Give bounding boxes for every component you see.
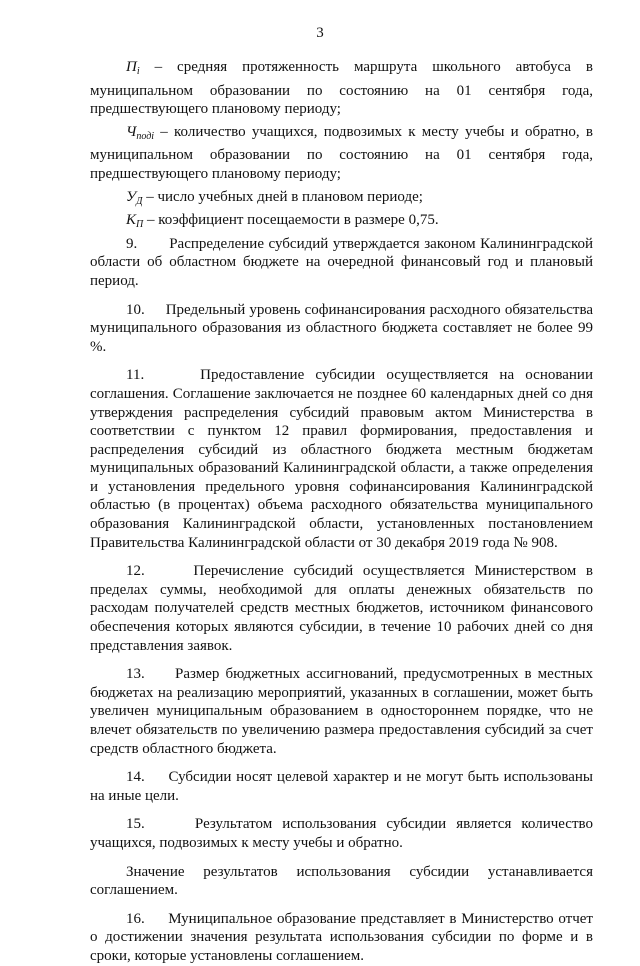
paragraph-9: 9. Распределение субсидий утверждается законом Калининградской области об областном бюджете на очередной финансовый год и плановый период. — [90, 235, 593, 289]
paragraph-10: 10. Предельный уровень софинансирования расходного обязательства муниципального образования из областного бюджета составляет не более 99 %. — [90, 301, 593, 355]
definition-kp — [90, 211, 593, 235]
paragraph-15-note: Значение результатов использования субсидии устанавливается соглашением. — [90, 863, 593, 899]
symbol: К — [126, 212, 136, 229]
paragraph-12: 12. Перечисление субсидий осуществляется Министерством в пределах суммы, необходимой для оплаты денежных обязательств по расходам получателей средств местных бюджетов, источником финансового обеспечения которых являются субсидии, в течение 10 рабочих дней со дня представления заявок. — [90, 563, 593, 654]
page-number: 3 — [316, 25, 324, 41]
symbol-subscript: подi — [136, 130, 155, 142]
definition-text: – средняя протяженность маршрута школьного автобуса в муниципальном образовании по состоянию на 01 сентября года, предшествующего плановому периоду; — [90, 59, 593, 118]
paragraph-16: 16. Муниципальное образование представляет в Министерство отчет о достижении значения результата использования субсидии по форме и в сроки, которые установлены соглашением. — [90, 910, 593, 964]
symbol-subscript: i — [136, 66, 140, 77]
definition-text: – коэффициент посещаемости в размере 0,75. — [143, 212, 439, 229]
symbol: Ч — [126, 123, 137, 140]
definition-pi — [90, 58, 593, 119]
definition-ud — [90, 188, 593, 212]
paragraph-15: 15. Результатом использования субсидии является количество учащихся, подвозимых к месту учебы и обратно. — [90, 816, 593, 851]
document-body — [90, 58, 593, 966]
symbol-subscript: Д — [136, 195, 143, 207]
paragraph-13: 13. Размер бюджетных ассигнований, предусмотренных в местных бюджетах на реализацию мероприятий, указанных в соглашении, может быть увеличен муниципальным образованием в одностороннем порядке, что не влечет обязательств по увеличению размера предоставления субсидий за счет средств областного бюджета. — [90, 666, 593, 757]
symbol-subscript: П — [135, 219, 144, 231]
symbol: У — [126, 188, 137, 205]
definition-text: – количество учащихся, подвозимых к месту учебы и обратно, в муниципальном образовании по состоянию на 01 сентября года, предшествующего плановому периоду; — [90, 123, 593, 182]
definition-chpod — [90, 123, 593, 184]
paragraph-11: 11. Предоставление субсидии осуществляется на основании соглашения. Соглашение заключается не позднее 60 календарных дней со дня утверждения распределения субсидий правовым актом Министерства в соответствии с пунктом 12 правил формирования, предоставления и распределения субсидий из областного бюджета местным бюджетам муниципальных образований Калининградской области, а также определения и установления предельного уровня софинансирования Калининградской областью (в процентах) объема расходного обязательства муниципального образования Калининградской области, установленных постановлением Правительства Калининградской области от 30 декабря 2019 года № 908. — [90, 367, 593, 551]
paragraph-14: 14. Субсидии носят целевой характер и не могут быть использованы на иные цели. — [90, 769, 593, 804]
symbol: П — [126, 59, 137, 75]
definition-text: – число учебных дней в плановом периоде; — [142, 188, 423, 205]
